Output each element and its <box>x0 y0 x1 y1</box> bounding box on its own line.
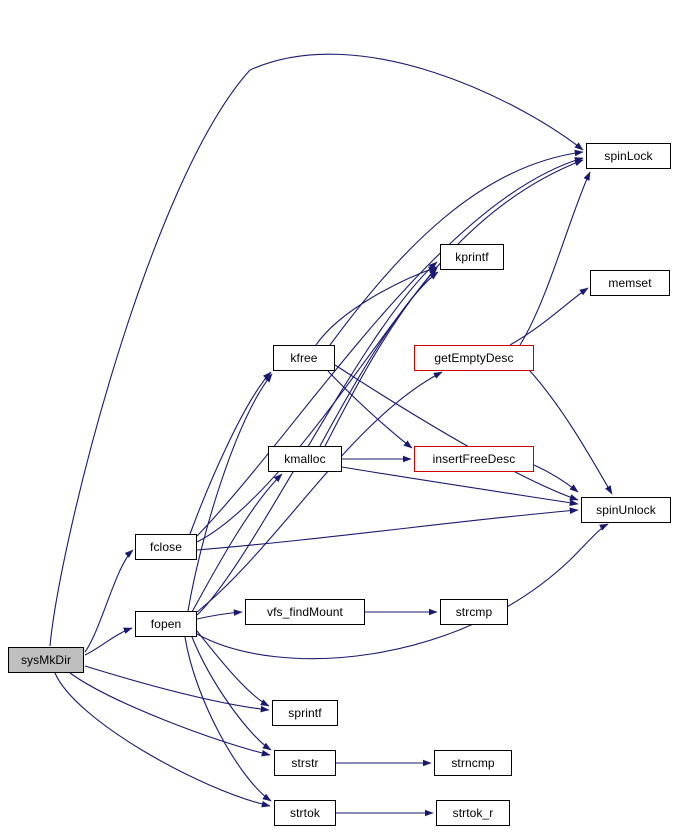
edge-fopen-sprintf <box>197 631 269 706</box>
node-fclose[interactable] <box>135 534 197 560</box>
node-label: spinUnlock <box>596 503 656 517</box>
edge-sysMkDir-strtok <box>55 673 270 806</box>
edge-fclose-kfree <box>190 372 271 534</box>
node-label: spinLock <box>604 149 653 163</box>
node-kfree[interactable] <box>273 345 335 371</box>
node-spinLock[interactable] <box>586 143 671 169</box>
edge-fopen-kprintf <box>197 262 437 615</box>
edge-getEmptyDesc-spinLock <box>520 172 590 345</box>
node-label: kmalloc <box>284 452 326 466</box>
node-label: vfs_findMount <box>266 605 343 619</box>
edge-kfree-kprintf <box>316 267 437 345</box>
node-strstr[interactable] <box>274 750 336 776</box>
node-insertFreeDesc[interactable] <box>414 446 534 472</box>
node-memset[interactable] <box>590 270 670 296</box>
node-label: fclose <box>150 540 182 554</box>
edge-getEmptyDesc-spinUnlock <box>530 371 612 494</box>
edge-fclose-spinUnlock <box>197 510 578 550</box>
node-label: fopen <box>150 617 182 631</box>
node-sprintf[interactable] <box>272 700 338 726</box>
edge-sysMkDir-strstr <box>70 673 270 755</box>
node-label: sprintf <box>288 706 322 720</box>
node-label: sysMkDir <box>20 653 72 667</box>
node-label: strcmp <box>455 605 493 619</box>
node-strtok_r[interactable] <box>436 800 510 826</box>
node-spinUnlock[interactable] <box>581 497 671 523</box>
edge-insertFreeDesc-spinUnlock <box>534 465 578 492</box>
node-label: strncmp <box>451 756 495 770</box>
edge-fclose-kprintf <box>197 268 437 542</box>
node-label: strstr <box>291 756 319 770</box>
node-fopen[interactable] <box>135 611 197 637</box>
node-vfs_findMount[interactable] <box>245 599 365 625</box>
node-label: getEmptyDesc <box>434 351 514 365</box>
node-strcmp[interactable] <box>440 599 508 625</box>
node-label: memset <box>608 276 652 290</box>
node-label: insertFreeDesc <box>432 452 516 466</box>
node-kprintf[interactable] <box>440 244 504 270</box>
node-kmalloc[interactable] <box>268 446 342 472</box>
edge-fopen-getEmptyDesc <box>197 372 442 612</box>
node-strtok[interactable] <box>274 800 336 826</box>
edge-fopen-strtok <box>185 637 271 801</box>
edge-sysMkDir-fopen <box>85 628 132 655</box>
node-sysMkDir[interactable] <box>8 647 84 673</box>
node-getEmptyDesc[interactable] <box>414 345 534 371</box>
node-label: kprintf <box>455 250 489 264</box>
edge-getEmptyDesc-memset <box>510 288 588 345</box>
node-label: strtok <box>290 806 320 820</box>
edge-fopen-vfsFindMount <box>197 612 242 619</box>
edge-sysMkDir-fclose <box>85 550 133 652</box>
edge-sysMkDir-sprintf <box>85 666 269 710</box>
node-label: strtok_r <box>452 806 494 820</box>
node-label: kfree <box>290 351 318 365</box>
node-strncmp[interactable] <box>434 750 512 776</box>
